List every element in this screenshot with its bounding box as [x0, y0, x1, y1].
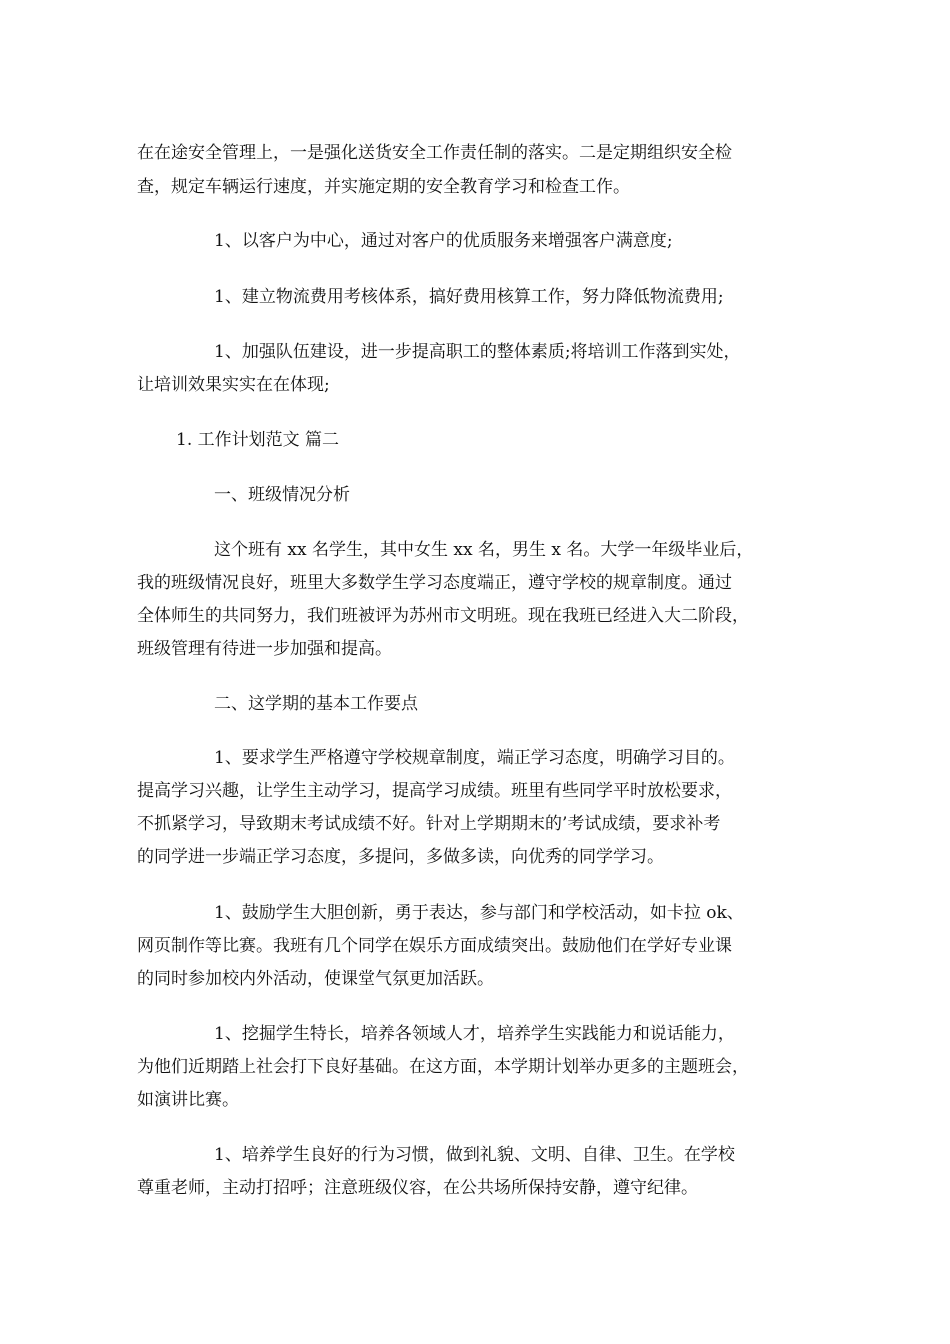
text-line: 我的班级情况良好，班里大多数学生学习态度端正，遵守学校的规章制度。通过 — [137, 573, 732, 593]
text-line: 1、建立物流费用考核体系，搞好费用核算工作，努力降低物流费用; — [214, 287, 724, 307]
text-line: 的同学进一步端正学习态度，多提问，多做多读，向优秀的同学学习。 — [137, 847, 664, 867]
text-line: 1、鼓励学生大胆创新，勇于表达，参与部门和学校活动，如卡拉 ok、 — [214, 903, 744, 923]
text-line: 尊重老师，主动打招呼；注意班级仪容，在公共场所保持安静，遵守纪律。 — [137, 1178, 698, 1198]
text-line: 的同时参加校内外活动，使课堂气氛更加活跃。 — [137, 969, 494, 989]
subsection-heading: 二、这学期的基本工作要点 — [214, 694, 418, 714]
text-line: 全体师生的共同努力，我们班被评为苏州市文明班。现在我班已经进入大二阶段， — [137, 606, 749, 626]
text-line: 让培训效果实实在在体现; — [137, 375, 330, 395]
text-line: 提高学习兴趣，让学生主动学习，提高学习成绩。班里有些同学平时放松要求， — [137, 781, 732, 801]
text-line: 班级管理有待进一步加强和提高。 — [137, 639, 392, 659]
text-line: 在在途安全管理上，一是强化送货安全工作责任制的落实。二是定期组织安全检 — [137, 143, 732, 163]
text-line: 这个班有 xx 名学生，其中女生 xx 名，男生 x 名。大学一年级毕业后， — [214, 540, 754, 560]
text-line: 如演讲比赛。 — [137, 1090, 239, 1110]
text-line: 查，规定车辆运行速度，并实施定期的安全教育学习和检查工作。 — [137, 177, 630, 197]
text-line: 1、要求学生严格遵守学校规章制度，端正学习态度，明确学习目的。 — [214, 748, 735, 768]
text-line: 为他们近期踏上社会打下良好基础。在这方面，本学期计划举办更多的主题班会， — [137, 1057, 749, 1077]
text-line: 1、挖掘学生特长，培养各领域人才，培养学生实践能力和说话能力， — [214, 1024, 735, 1044]
subsection-heading: 一、班级情况分析 — [214, 485, 350, 505]
text-line: 1、培养学生良好的行为习惯，做到礼貌、文明、自律、卫生。在学校 — [214, 1145, 735, 1165]
section-heading: 1. 工作计划范文 篇二 — [176, 430, 340, 450]
text-line: 1、以客户为中心，通过对客户的优质服务来增强客户满意度; — [214, 231, 673, 251]
text-line: 不抓紧学习，导致期末考试成绩不好。针对上学期期末的’考试成绩，要求补考 — [137, 814, 721, 834]
text-line: 网页制作等比赛。我班有几个同学在娱乐方面成绩突出。鼓励他们在学好专业课 — [137, 936, 732, 956]
text-line: 1、加强队伍建设，进一步提高职工的整体素质;将培训工作落到实处， — [214, 342, 741, 362]
